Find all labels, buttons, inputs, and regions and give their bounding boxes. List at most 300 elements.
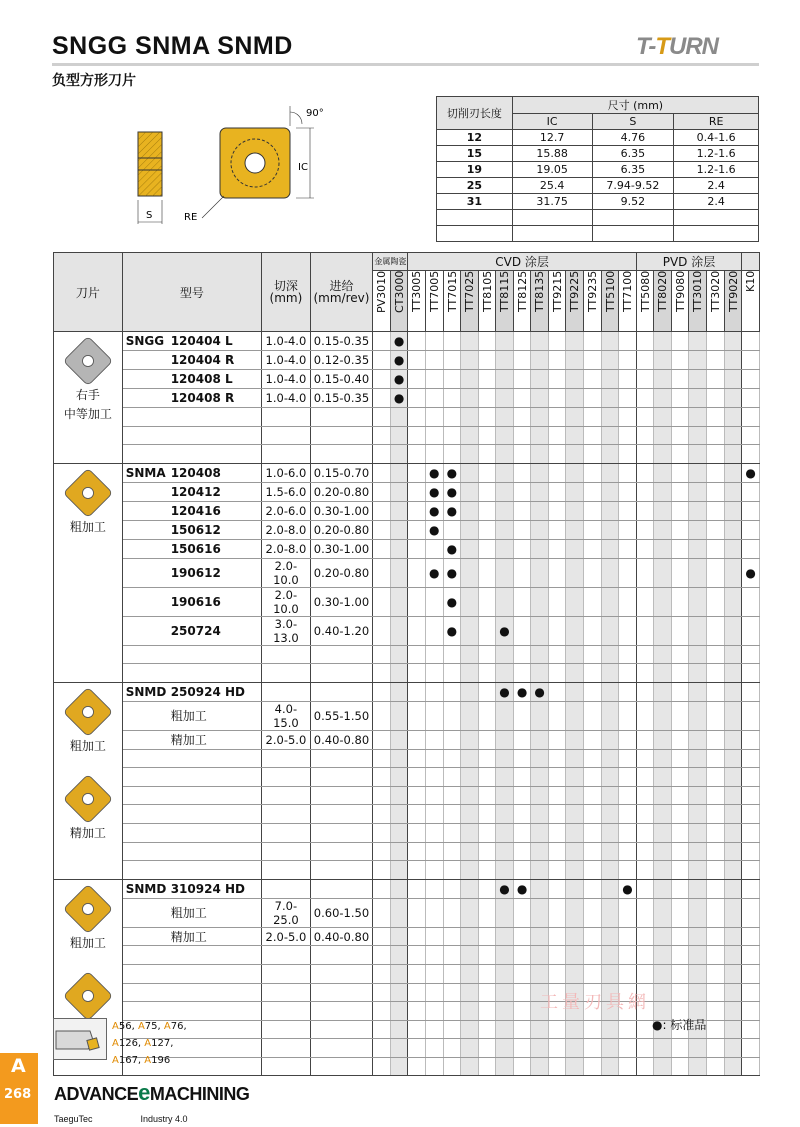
grade-availability-cell — [566, 408, 584, 427]
table-row — [54, 927, 760, 946]
dim-value-cell: 6.35 — [592, 146, 674, 162]
grade-availability-cell — [689, 408, 707, 427]
grade-availability-cell — [724, 558, 742, 587]
grade-availability-cell — [425, 645, 443, 664]
grade-availability-cell — [636, 946, 654, 965]
grade-availability-cell — [373, 616, 391, 645]
grade-availability-cell — [636, 558, 654, 587]
grade-availability-cell — [513, 1002, 531, 1021]
model-code: 190616 — [171, 587, 262, 616]
grade-availability-cell — [373, 1039, 391, 1058]
model-code: 精加工 — [171, 927, 262, 946]
grade-availability-cell — [724, 861, 742, 880]
grade-availability-cell — [707, 664, 725, 683]
grade-availability-cell — [478, 463, 496, 482]
grade-availability-cell — [742, 786, 760, 805]
dim-value-cell: 1.2-1.6 — [674, 146, 759, 162]
grade-availability-cell — [636, 1057, 654, 1076]
grade-availability-cell — [478, 1039, 496, 1058]
grade-availability-cell — [425, 332, 443, 351]
header-feed: 进给 (mm/rev) — [310, 253, 373, 332]
grade-availability-cell — [566, 898, 584, 927]
grade-availability-cell — [742, 964, 760, 983]
grade-availability-cell — [513, 730, 531, 749]
grade-availability-cell — [636, 389, 654, 408]
grade-availability-cell — [689, 749, 707, 768]
page-ref-number: 196 — [151, 1055, 171, 1066]
table-row — [54, 408, 760, 427]
grade-availability-cell — [425, 861, 443, 880]
grade-availability-cell — [373, 408, 391, 427]
feed-rate: 0.60-1.50 — [310, 898, 373, 927]
depth-of-cut — [262, 842, 311, 861]
grade-availability-cell — [443, 786, 461, 805]
table-row — [54, 645, 760, 664]
grade-availability-cell — [671, 946, 689, 965]
grade-availability-cell — [724, 539, 742, 558]
grade-availability-cell — [601, 898, 619, 927]
grade-availability-cell — [689, 558, 707, 587]
grade-availability-cell — [724, 463, 742, 482]
table-row — [54, 616, 760, 645]
dim-row — [437, 226, 759, 242]
grade-availability-cell — [619, 332, 637, 351]
grade-availability-cell — [513, 664, 531, 683]
dim-row — [437, 210, 759, 226]
grade-availability-cell — [408, 842, 426, 861]
grade-availability-cell — [443, 682, 461, 701]
grade-availability-cell — [689, 898, 707, 927]
dim-length-cell: 25 — [437, 178, 513, 194]
grade-availability-cell — [496, 426, 514, 445]
grade-availability-cell — [724, 482, 742, 501]
model-code: 120412 — [171, 482, 262, 501]
table-row — [54, 558, 760, 587]
grade-availability-cell — [373, 1057, 391, 1076]
grade-availability-cell — [584, 539, 602, 558]
feed-rate — [310, 645, 373, 664]
grade-availability-cell — [373, 730, 391, 749]
insert-icon — [63, 774, 113, 824]
feed-rate: 0.40-0.80 — [310, 927, 373, 946]
grade-availability-cell — [548, 445, 566, 464]
grade-tt8105 — [478, 271, 496, 332]
grade-availability-cell — [584, 946, 602, 965]
grade-availability-cell — [496, 664, 514, 683]
model-code: 150612 — [171, 520, 262, 539]
grade-application-table — [53, 252, 760, 1076]
grade-availability-cell — [373, 482, 391, 501]
model-code: 120416 — [171, 501, 262, 520]
grade-availability-cell: ● — [425, 520, 443, 539]
grade-availability-cell — [373, 389, 391, 408]
grade-availability-cell — [689, 730, 707, 749]
series-prefix — [122, 768, 171, 787]
grade-availability-cell — [619, 370, 637, 389]
grade-availability-cell — [584, 664, 602, 683]
grade-availability-cell — [636, 964, 654, 983]
insert-application-label: 中等加工 — [63, 407, 112, 421]
dim-header-s: S — [592, 114, 674, 130]
grade-availability-cell — [408, 616, 426, 645]
grade-availability-cell — [724, 520, 742, 539]
grade-availability-cell — [636, 730, 654, 749]
grade-availability-cell — [390, 501, 408, 520]
grade-availability-cell — [548, 501, 566, 520]
grade-availability-cell — [390, 879, 408, 898]
grade-tt7015 — [443, 271, 461, 332]
model-code — [171, 768, 262, 787]
grade-availability-cell — [566, 645, 584, 664]
grade-availability-cell — [461, 823, 479, 842]
grade-availability-cell — [443, 701, 461, 730]
grade-availability-cell — [461, 1039, 479, 1058]
series-prefix — [122, 520, 171, 539]
grade-availability-cell — [584, 463, 602, 482]
dim-header-ic: IC — [512, 114, 592, 130]
grade-availability-cell — [390, 768, 408, 787]
grade-availability-cell — [707, 805, 725, 824]
depth-of-cut: 1.0-4.0 — [262, 332, 311, 351]
grade-availability-cell — [707, 558, 725, 587]
grade-availability-cell — [584, 1039, 602, 1058]
model-code: 120408 — [171, 463, 262, 482]
dim-row — [437, 194, 759, 210]
grade-availability-cell — [513, 1039, 531, 1058]
grade-availability-cell — [654, 964, 672, 983]
grade-availability-cell — [619, 730, 637, 749]
grade-availability-cell — [373, 983, 391, 1002]
grade-availability-cell — [373, 768, 391, 787]
grade-availability-cell — [425, 749, 443, 768]
grade-availability-cell — [496, 1002, 514, 1021]
grade-availability-cell — [548, 539, 566, 558]
grade-availability-cell — [724, 927, 742, 946]
feed-rate — [310, 946, 373, 965]
grade-availability-cell — [425, 701, 443, 730]
grade-availability-cell — [654, 539, 672, 558]
grade-availability-cell — [443, 805, 461, 824]
grade-availability-cell — [636, 539, 654, 558]
grade-availability-cell — [566, 861, 584, 880]
grade-availability-cell — [654, 616, 672, 645]
grade-availability-cell — [425, 539, 443, 558]
grade-availability-cell — [548, 927, 566, 946]
grade-availability-cell — [478, 482, 496, 501]
grade-availability-cell — [707, 682, 725, 701]
dim-value-cell — [512, 210, 592, 226]
grade-availability-cell — [619, 1020, 637, 1039]
grade-availability-cell — [619, 389, 637, 408]
grade-availability-cell — [671, 445, 689, 464]
grade-availability-cell — [654, 558, 672, 587]
grade-availability-cell — [425, 426, 443, 445]
grade-label: TT9225 — [568, 271, 582, 313]
grade-availability-cell — [461, 539, 479, 558]
grade-availability-cell — [408, 730, 426, 749]
grade-availability-cell — [742, 445, 760, 464]
grade-availability-cell: ● — [390, 351, 408, 370]
grade-availability-cell — [742, 946, 760, 965]
grade-availability-cell — [636, 664, 654, 683]
grade-availability-cell — [390, 616, 408, 645]
dim-value-cell: 12.7 — [512, 130, 592, 146]
grade-availability-cell — [548, 558, 566, 587]
grade-availability-cell — [496, 463, 514, 482]
dim-value-cell: 31.75 — [512, 194, 592, 210]
table-row — [54, 861, 760, 880]
grade-availability-cell — [496, 927, 514, 946]
grade-availability-cell — [654, 730, 672, 749]
page-ref-number: 56, — [118, 1021, 138, 1032]
grade-availability-cell — [689, 332, 707, 351]
grade-availability-cell — [408, 520, 426, 539]
grade-availability-cell — [671, 823, 689, 842]
grade-availability-cell — [584, 1057, 602, 1076]
feed-rate — [310, 664, 373, 683]
grade-availability-cell — [654, 408, 672, 427]
grade-availability-cell — [566, 730, 584, 749]
grade-availability-cell — [443, 730, 461, 749]
grade-availability-cell — [724, 664, 742, 683]
grade-availability-cell — [584, 445, 602, 464]
grade-availability-cell — [478, 842, 496, 861]
grade-availability-cell — [408, 587, 426, 616]
grade-availability-cell — [496, 501, 514, 520]
grade-availability-cell — [513, 645, 531, 664]
grade-availability-cell — [443, 332, 461, 351]
title-rule — [52, 63, 759, 66]
table-row — [54, 501, 760, 520]
grade-availability-cell — [724, 445, 742, 464]
grade-availability-cell — [742, 682, 760, 701]
grade-availability-cell — [531, 332, 549, 351]
grade-availability-cell — [689, 482, 707, 501]
grade-availability-cell — [584, 786, 602, 805]
depth-of-cut — [262, 408, 311, 427]
feed-rate — [310, 786, 373, 805]
depth-of-cut: 2.0-8.0 — [262, 539, 311, 558]
grade-availability-cell — [707, 351, 725, 370]
grade-label: TT3020 — [709, 271, 722, 313]
grade-availability-cell — [742, 898, 760, 927]
grade-availability-cell — [461, 842, 479, 861]
grade-availability-cell — [742, 1039, 760, 1058]
dim-value-cell: 25.4 — [512, 178, 592, 194]
grade-availability-cell — [390, 964, 408, 983]
grade-availability-cell — [478, 898, 496, 927]
grade-availability-cell — [601, 927, 619, 946]
model-code — [171, 805, 262, 824]
grade-availability-cell — [689, 682, 707, 701]
grade-availability-cell — [443, 749, 461, 768]
grade-availability-cell — [671, 426, 689, 445]
grade-availability-cell — [478, 861, 496, 880]
grade-availability-cell — [619, 645, 637, 664]
grade-availability-cell — [619, 520, 637, 539]
grade-availability-cell — [496, 946, 514, 965]
grade-availability-cell — [584, 370, 602, 389]
grade-availability-cell — [425, 389, 443, 408]
insert-application-label: 右手 — [75, 388, 100, 402]
brand-logo: T-TURN — [636, 33, 718, 60]
table-row — [54, 370, 760, 389]
feed-rate — [310, 426, 373, 445]
grade-availability-cell — [619, 463, 637, 482]
grade-availability-cell — [654, 983, 672, 1002]
dim-length-cell: 19 — [437, 162, 513, 178]
grade-availability-cell — [707, 964, 725, 983]
grade-availability-cell — [496, 983, 514, 1002]
grade-availability-cell — [496, 558, 514, 587]
grade-availability-cell — [548, 616, 566, 645]
grade-availability-cell — [636, 445, 654, 464]
grade-availability-cell — [724, 351, 742, 370]
grade-availability-cell — [689, 389, 707, 408]
grade-availability-cell — [566, 520, 584, 539]
grade-availability-cell — [636, 898, 654, 927]
grade-availability-cell: ● — [443, 539, 461, 558]
grade-availability-cell — [425, 1020, 443, 1039]
grade-availability-cell — [548, 1020, 566, 1039]
grade-availability-cell — [671, 861, 689, 880]
grade-availability-cell — [461, 408, 479, 427]
grade-availability-cell — [601, 408, 619, 427]
grade-availability-cell — [496, 768, 514, 787]
grade-availability-cell — [373, 445, 391, 464]
depth-of-cut: 1.0-4.0 — [262, 351, 311, 370]
grade-availability-cell — [548, 645, 566, 664]
header-row — [54, 253, 760, 271]
grade-availability-cell — [636, 332, 654, 351]
grade-availability-cell — [566, 332, 584, 351]
grade-label: TT3010 — [691, 271, 705, 313]
grade-availability-cell — [461, 389, 479, 408]
depth-of-cut — [262, 1039, 311, 1058]
grade-availability-cell — [724, 587, 742, 616]
grade-availability-cell — [671, 786, 689, 805]
header-insert: 刀片 — [54, 253, 123, 332]
grade-availability-cell — [461, 749, 479, 768]
grade-availability-cell — [478, 389, 496, 408]
grade-availability-cell — [478, 645, 496, 664]
depth-of-cut: 1.0-4.0 — [262, 370, 311, 389]
insert-application-label: 粗加工 — [69, 935, 106, 950]
series-prefix — [122, 861, 171, 880]
grade-availability-cell — [373, 645, 391, 664]
dim-value-cell — [512, 226, 592, 242]
grade-availability-cell — [654, 389, 672, 408]
grade-availability-cell — [531, 879, 549, 898]
grade-availability-cell — [707, 587, 725, 616]
grade-availability-cell — [478, 964, 496, 983]
grade-availability-cell — [548, 701, 566, 730]
insert-image-cell — [54, 682, 123, 879]
series-prefix — [122, 898, 171, 927]
dim-value-cell: 9.52 — [592, 194, 674, 210]
depth-of-cut: 2.0-10.0 — [262, 587, 311, 616]
grade-availability-cell — [584, 749, 602, 768]
grade-availability-cell — [513, 805, 531, 824]
grade-availability-cell — [654, 426, 672, 445]
grade-availability-cell — [619, 1057, 637, 1076]
grade-availability-cell — [601, 1020, 619, 1039]
grade-availability-cell — [531, 1020, 549, 1039]
grade-label: CT3000 — [392, 271, 406, 314]
grade-availability-cell — [724, 730, 742, 749]
series-prefix — [122, 946, 171, 965]
grade-tt3005 — [408, 271, 426, 332]
grade-tt5100 — [601, 271, 619, 332]
grade-availability-cell — [390, 927, 408, 946]
grade-availability-cell — [724, 983, 742, 1002]
grade-availability-cell — [636, 842, 654, 861]
grade-availability-cell — [443, 351, 461, 370]
grade-availability-cell — [566, 927, 584, 946]
feed-rate: 0.20-0.80 — [310, 482, 373, 501]
grade-availability-cell — [724, 682, 742, 701]
grade-availability-cell — [478, 879, 496, 898]
grade-label: TT7025 — [463, 271, 477, 313]
feed-rate: 0.20-0.80 — [310, 558, 373, 587]
grade-availability-cell — [531, 842, 549, 861]
grade-availability-cell — [671, 408, 689, 427]
grade-availability-cell — [478, 332, 496, 351]
dim-value-cell — [674, 226, 759, 242]
grade-availability-cell — [566, 426, 584, 445]
grade-availability-cell — [566, 749, 584, 768]
grade-availability-cell — [619, 616, 637, 645]
grade-availability-cell — [531, 645, 549, 664]
grade-availability-cell — [461, 898, 479, 927]
series-prefix — [122, 927, 171, 946]
grade-availability-cell — [390, 463, 408, 482]
table-row — [54, 823, 760, 842]
grade-availability-cell — [689, 879, 707, 898]
series-prefix — [122, 482, 171, 501]
grade-availability-cell — [724, 616, 742, 645]
grade-availability-cell — [531, 558, 549, 587]
grade-availability-cell — [425, 983, 443, 1002]
grade-availability-cell — [742, 749, 760, 768]
grade-availability-cell — [461, 730, 479, 749]
grade-availability-cell — [373, 946, 391, 965]
grade-availability-cell — [689, 964, 707, 983]
grade-availability-cell — [408, 898, 426, 927]
grade-availability-cell — [584, 558, 602, 587]
grade-label: TT7005 — [427, 271, 441, 313]
grade-availability-cell — [636, 749, 654, 768]
grade-availability-cell — [443, 1002, 461, 1021]
grade-availability-cell — [601, 351, 619, 370]
depth-of-cut: 2.0-8.0 — [262, 520, 311, 539]
insert-hole-icon — [79, 987, 96, 1004]
dim-length-cell — [437, 226, 513, 242]
grade-availability-cell — [548, 946, 566, 965]
grade-availability-cell — [584, 861, 602, 880]
feed-rate — [310, 823, 373, 842]
grade-availability-cell — [513, 701, 531, 730]
insert-hole-icon — [79, 353, 96, 370]
grade-availability-cell — [373, 927, 391, 946]
grade-availability-cell — [689, 768, 707, 787]
model-code: 120408 R — [171, 389, 262, 408]
grade-availability-cell — [443, 879, 461, 898]
model-code: 250924 HD — [171, 682, 262, 701]
grade-availability-cell — [619, 1039, 637, 1058]
grade-availability-cell — [619, 749, 637, 768]
grade-availability-cell — [425, 946, 443, 965]
